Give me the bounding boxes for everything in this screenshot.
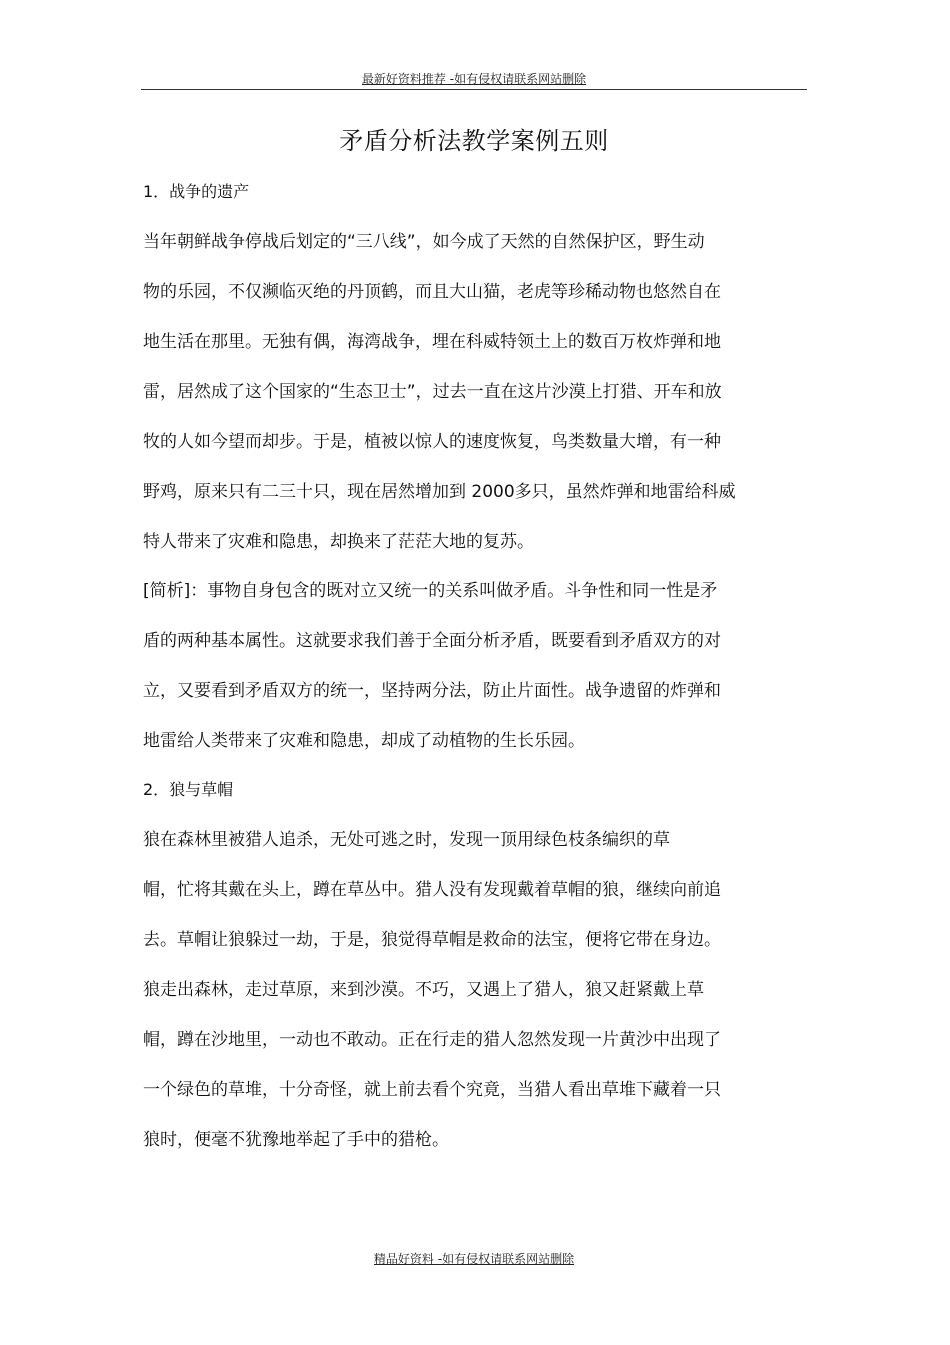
paragraph-line: 狼时，便毫不犹豫地举起了手中的猎枪。 xyxy=(143,1130,449,1150)
header-text: 最新好资料推荐 -如有侵权请联系网站删除 xyxy=(361,72,587,86)
paragraph-line: 地生活在那里。无独有偶，海湾战争，埋在科威特领土上的数百万枚炸弹和地 xyxy=(143,332,721,352)
page-header xyxy=(141,70,807,88)
paragraph-line: 物的乐园，不仅濒临灭绝的丹顶鹤，而且大山猫，老虎等珍稀动物也悠然自在 xyxy=(143,282,721,302)
paragraph-line: 雷，居然成了这个国家的“生态卫士”，过去一直在这片沙漠上打猎、开车和放 xyxy=(143,382,722,402)
paragraph-line: 当年朝鲜战争停战后划定的“三八线”，如今成了天然的自然保护区，野生动 xyxy=(143,232,705,252)
analysis-line: 立，又要看到矛盾双方的统一，坚持两分法，防止片面性。战争遗留的炸弹和 xyxy=(143,681,721,701)
section-heading: 2．狼与草帽 xyxy=(143,780,234,799)
paragraph-line: 帽，忙将其戴在头上，蹲在草丛中。猎人没有发现戴着草帽的狼，继续向前追 xyxy=(143,880,721,900)
analysis-line: 盾的两种基本属性。这就要求我们善于全面分析矛盾，既要看到矛盾双方的对 xyxy=(143,631,721,651)
paragraph-line: 特人带来了灾难和隐患，却换来了茫茫大地的复苏。 xyxy=(143,532,534,552)
paragraph-line: 狼在森林里被猎人追杀，无处可逃之时，发现一顶用绿色枝条编织的草 xyxy=(143,830,670,850)
paragraph-line: 狼走出森林，走过草原，来到沙漠。不巧，又遇上了猎人，狼又赶紧戴上草 xyxy=(143,980,704,1000)
footer-text: 精品好资料 -如有侵权请联系网站删除 xyxy=(373,1252,575,1266)
paragraph-line: 野鸡，原来只有二三十只，现在居然增加到 2000多只，虽然炸弹和地雷给科威 xyxy=(143,482,736,502)
section-heading: 1．战争的遗产 xyxy=(143,182,250,201)
header-rule xyxy=(141,89,807,90)
page-footer xyxy=(141,1250,807,1268)
analysis-line: 地雷给人类带来了灾难和隐患，却成了动植物的生长乐园。 xyxy=(143,731,585,751)
document-title: 矛盾分析法教学案例五则 xyxy=(339,127,609,155)
paragraph-line: 帽，蹲在沙地里，一动也不敢动。正在行走的猎人忽然发现一片黄沙中出现了 xyxy=(143,1030,721,1050)
paragraph-line: 牧的人如今望而却步。于是，植被以惊人的速度恢复，鸟类数量大增，有一种 xyxy=(143,432,721,452)
paragraph-line: 一个绿色的草堆，十分奇怪，就上前去看个究竟，当猎人看出草堆下藏着一只 xyxy=(143,1080,721,1100)
analysis-line: [简析]：事物自身包含的既对立又统一的关系叫做矛盾。斗争性和同一性是矛 xyxy=(143,581,718,601)
paragraph-line: 去。草帽让狼躲过一劫，于是，狼觉得草帽是救命的法宝，便将它带在身边。 xyxy=(143,930,721,950)
